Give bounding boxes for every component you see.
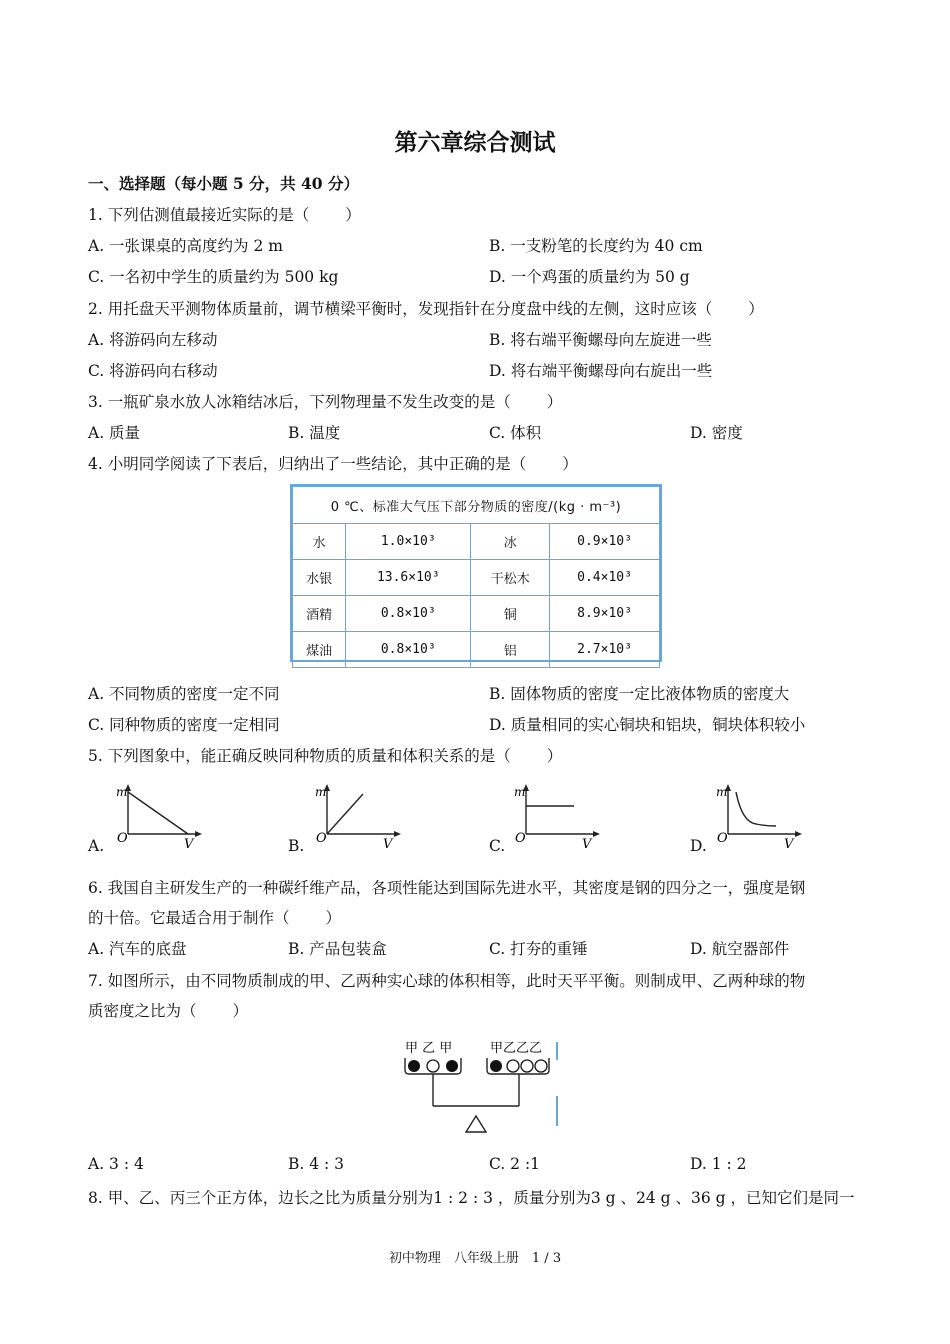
question-4-stem: 4. 小明同学阅读了下表后，归纳出了一些结论，其中正确的是（ xyxy=(88,455,527,473)
ball-yi xyxy=(507,1060,519,1072)
origin-label: O xyxy=(717,831,728,846)
q7-option-c: C. 2 :1 xyxy=(489,1155,541,1173)
q3-option-c: C. 体积 xyxy=(489,424,542,442)
q5-option-c: C. xyxy=(489,837,506,855)
q2-option-d: D. 将右端平衡螺母向右旋出一些 xyxy=(489,362,713,380)
q4-option-a: A. 不同物质的密度一定不同 xyxy=(88,685,280,703)
graph-b xyxy=(311,782,407,852)
q2-option-b: B. 将右端平衡螺母向左旋进一些 xyxy=(489,331,712,349)
graph-d xyxy=(712,782,808,852)
table-cell: 水 xyxy=(293,524,346,560)
question-2-stem: 2. 用托盘天平测物体质量前，调节横梁平衡时，发现指针在分度盘中线的左侧，这时应该（ xyxy=(88,300,713,318)
table-row xyxy=(293,560,660,596)
q1-option-d: D. 一个鸡蛋的质量约为 50 g xyxy=(489,268,690,286)
graph-c xyxy=(510,782,606,852)
density-table xyxy=(290,484,662,662)
q6-option-b: B. 产品包装盒 xyxy=(288,940,387,958)
table-caption: 0 ℃、标准大气压下部分物质的密度/(kg · m⁻³) xyxy=(293,487,660,524)
table-cell: 铝 xyxy=(471,632,550,668)
axis-label-v: V xyxy=(582,837,592,852)
q2-option-c: C. 将游码向右移动 xyxy=(88,362,218,380)
table-cell: 水银 xyxy=(293,560,346,596)
question-1 xyxy=(88,203,361,225)
axis-label-v: V xyxy=(784,837,794,852)
question-4 xyxy=(88,452,578,474)
q2-option-a: A. 将游码向左移动 xyxy=(88,331,218,349)
question-7-line-1: 7. 如图所示，由不同物质制成的甲、乙两种实心球的体积相等，此时天平平衡。则制成甲、乙两种球的物 xyxy=(88,972,806,990)
ball-yi xyxy=(427,1060,439,1072)
question-5-stem: 5. 下列图象中，能正确反映同种物质的质量和体积关系的是（ xyxy=(88,747,511,765)
table-cell: 煤油 xyxy=(293,632,346,668)
origin-label: O xyxy=(316,831,327,846)
ball-yi xyxy=(535,1060,547,1072)
q4-option-b: B. 固体物质的密度一定比液体物质的密度大 xyxy=(489,685,790,703)
q4-option-c: C. 同种物质的密度一定相同 xyxy=(88,716,280,734)
question-3-stem: 3. 一瓶矿泉水放人冰箱结冰后，下列物理量不发生改变的是（ xyxy=(88,393,511,411)
table-cell: 冰 xyxy=(471,524,550,560)
table-row xyxy=(293,596,660,632)
fulcrum xyxy=(466,1116,486,1132)
ball-jia xyxy=(490,1060,502,1072)
q6-option-a: A. 汽车的底盘 xyxy=(88,940,187,958)
q3-option-b: B. 温度 xyxy=(288,424,341,442)
table-cell: 2.7×10³ xyxy=(550,632,660,668)
question-1-close: ） xyxy=(345,206,361,224)
q7-option-d: D. 1 : 2 xyxy=(690,1155,747,1173)
graph-a xyxy=(112,782,208,852)
origin-label: O xyxy=(515,831,526,846)
axis-label-v: V xyxy=(383,837,393,852)
table-cell: 铜 xyxy=(471,596,550,632)
origin-label: O xyxy=(117,831,128,846)
table-cell: 13.6×10³ xyxy=(346,560,471,596)
table-row xyxy=(293,524,660,560)
question-6-line-1: 6. 我国自主研发生产的一种碳纤维产品，各项性能达到国际先进水平，其密度是钢的四分之一，强度是钢 xyxy=(88,879,806,897)
q6-option-d: D. 航空器部件 xyxy=(690,940,790,958)
right-pan-labels: 甲乙乙乙 xyxy=(490,1041,543,1056)
axis-label-m: m xyxy=(514,785,526,799)
axis-label-m: m xyxy=(716,785,728,799)
table-cell: 1.0×10³ xyxy=(346,524,471,560)
q1-option-b: B. 一支粉笔的长度约为 40 cm xyxy=(489,237,703,255)
question-6 xyxy=(88,906,341,928)
question-6-stem: 的十倍。它最适合用于制作（ xyxy=(88,909,290,927)
q7-option-a: A. 3 : 4 xyxy=(88,1155,144,1173)
q3-option-d: D. 密度 xyxy=(690,424,743,442)
q5-option-d: D. xyxy=(690,837,707,855)
question-7 xyxy=(88,999,248,1021)
balance-figure xyxy=(395,1036,565,1142)
table-cell: 0.9×10³ xyxy=(550,524,660,560)
left-pan-labels: 甲 乙 甲 xyxy=(405,1041,453,1056)
question-4-close: ） xyxy=(562,455,578,473)
ball-yi xyxy=(521,1060,533,1072)
question-2 xyxy=(88,297,764,319)
question-5 xyxy=(88,744,562,766)
question-3 xyxy=(88,390,562,412)
q3-option-a: A. 质量 xyxy=(88,424,141,442)
question-6-close: ） xyxy=(325,909,342,927)
q4-option-d: D. 质量相同的实心铜块和铝块，铜块体积较小 xyxy=(489,716,806,734)
section-heading: 一、选择题（每小题 5 分，共 40 分） xyxy=(88,174,359,193)
q1-option-a: A. 一张课桌的高度约为 2 m xyxy=(88,237,283,255)
table-cell: 干松木 xyxy=(471,560,550,596)
question-8: 8. 甲、乙、丙三个正方体，边长之比为质量分别为1 : 2 : 3 ，质量分别为3 g 、24 g 、36 g ，已知它们是同一 xyxy=(88,1189,855,1207)
question-2-close: ） xyxy=(748,300,764,318)
table-cell: 0.8×10³ xyxy=(346,632,471,668)
axis-label-v: V xyxy=(184,837,194,852)
q5-option-a: A. xyxy=(88,837,105,855)
page-footer: 初中物理 八年级上册 1 / 3 xyxy=(388,1251,562,1266)
question-7-close: ） xyxy=(232,1002,249,1020)
table-cell: 8.9×10³ xyxy=(550,596,660,632)
axis-label-m: m xyxy=(116,785,128,799)
q7-option-b: B. 4 : 3 xyxy=(288,1155,345,1173)
ball-jia xyxy=(408,1060,420,1072)
table-row xyxy=(293,632,660,668)
table-cell: 0.8×10³ xyxy=(346,596,471,632)
question-7-stem: 质密度之比为（ xyxy=(88,1002,197,1020)
question-5-close: ） xyxy=(546,747,563,765)
question-3-close: ） xyxy=(546,393,563,411)
table-cell: 0.4×10³ xyxy=(550,560,660,596)
ball-jia xyxy=(446,1060,458,1072)
table-cell: 酒精 xyxy=(293,596,346,632)
q6-option-c: C. 打夯的重锤 xyxy=(489,940,588,958)
page-title: 第六章综合测试 xyxy=(394,129,556,156)
q5-option-b: B. xyxy=(288,837,305,855)
axis-label-m: m xyxy=(315,785,327,799)
q1-option-c: C. 一名初中学生的质量约为 500 kg xyxy=(88,268,339,286)
question-1-stem: 1. 下列估测值最接近实际的是（ xyxy=(88,206,310,224)
